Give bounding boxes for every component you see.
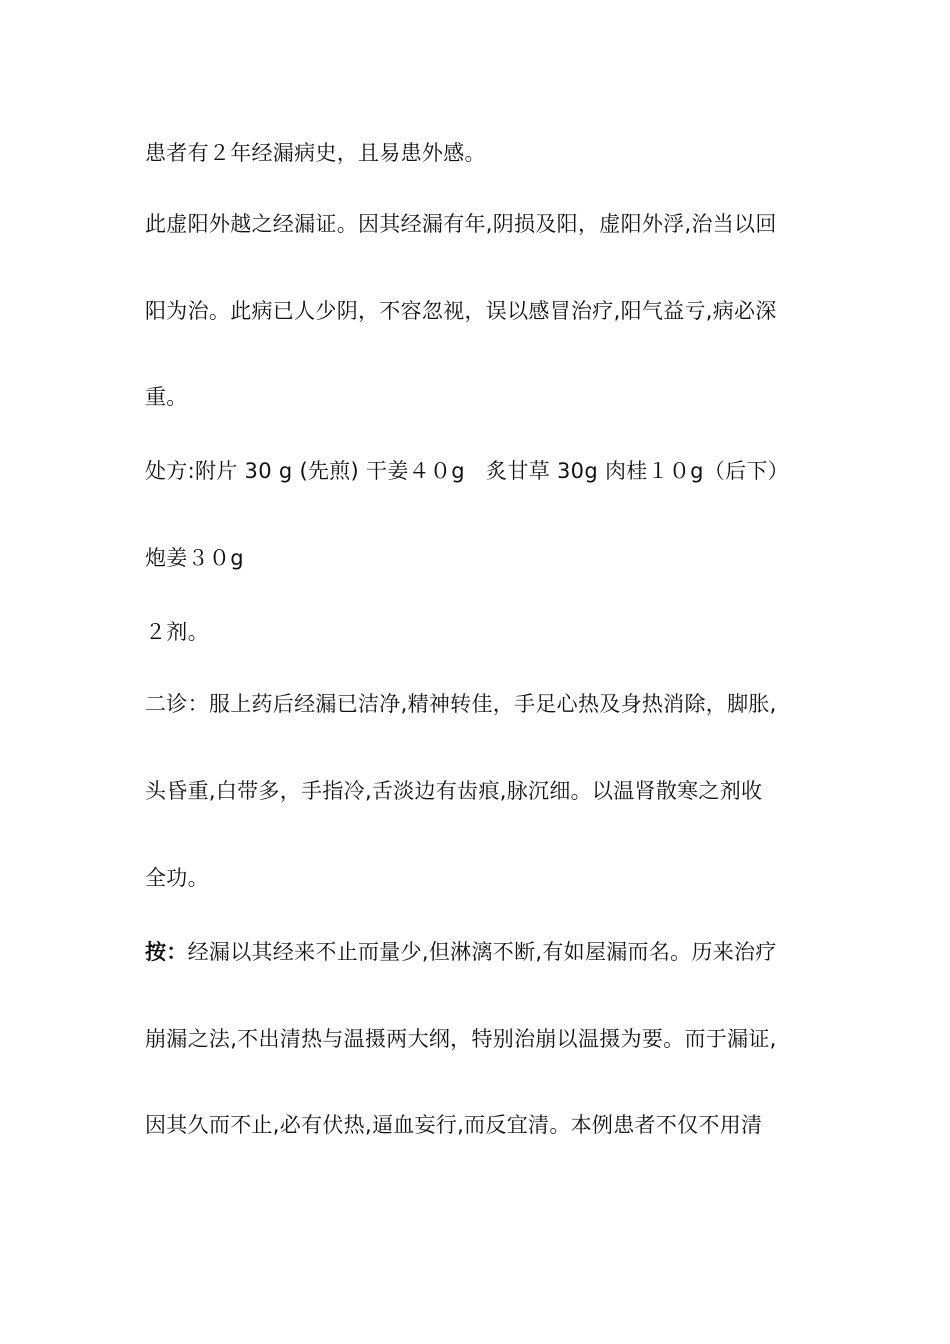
commentary-label: 按： <box>145 940 188 964</box>
prescription-line-2: 炮姜３０g <box>145 546 244 570</box>
text-line-1: 患者有２年经漏病史，且易患外感。 <box>145 141 486 165</box>
second-visit-line-1: 二诊：服上药后经漏已洁净,精神转佳，手足心热及身热消除，脚胀, <box>145 692 777 716</box>
commentary-line-1 <box>145 938 815 966</box>
text-line-4: 重。 <box>145 385 188 409</box>
second-visit-line-3: 全功。 <box>145 866 209 890</box>
commentary-text: 经漏以其经来不止而量少,但淋漓不断,有如屋漏而名。历来治疗 <box>187 940 777 964</box>
text-line-3: 阳为治。此病已人少阴，不容忽视，误以感冒治疗,阳气益亏,病必深 <box>145 299 777 323</box>
prescription-line: 处方:附片 30 g (先煎) 干姜４０g 炙甘草 30g 肉桂１０g（后下） <box>145 459 789 483</box>
dose-count: ２剂。 <box>145 620 209 644</box>
commentary-line-2: 崩漏之法,不出清热与温摄两大纲，特别治崩以温摄为要。而于漏证, <box>145 1027 777 1051</box>
commentary-line-3: 因其久而不止,必有伏热,逼血妄行,而反宜清。本例患者不仅不用清 <box>145 1113 763 1137</box>
second-visit-line-2: 头昏重,白带多，手指冷,舌淡边有齿痕,脉沉细。以温肾散寒之剂收 <box>145 779 763 803</box>
text-line-2: 此虚阳外越之经漏证。因其经漏有年,阴损及阳，虚阳外浮,治当以回 <box>145 212 777 236</box>
